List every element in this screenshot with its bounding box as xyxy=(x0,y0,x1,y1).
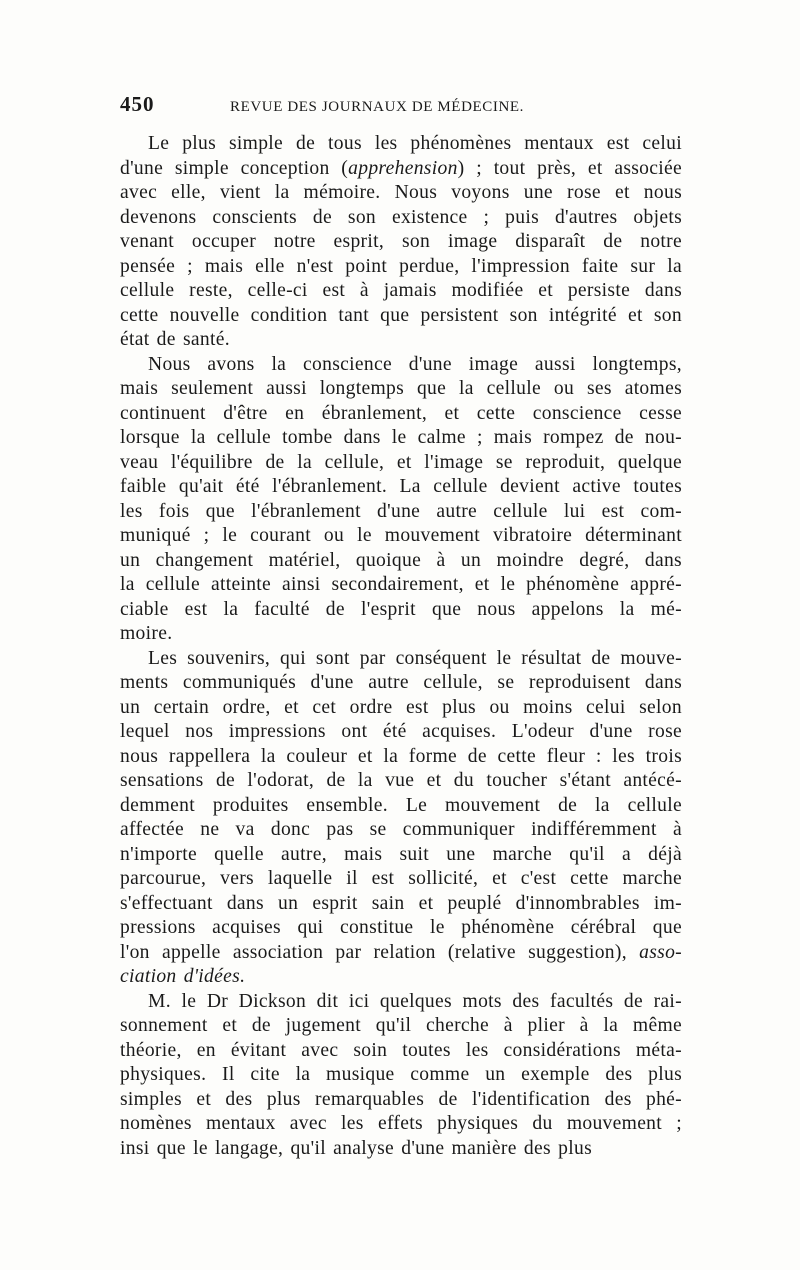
text-line: sensations de l'odorat, de la vue et du toucher s'étant antécé- xyxy=(120,770,682,791)
text-line: parcourue, vers laquelle il est sollicité, et c'est cette marche xyxy=(120,868,682,889)
text-line: nous rappellera la couleur et la forme de cette fleur : les trois xyxy=(120,745,682,767)
paragraph xyxy=(120,990,682,1162)
text-line: d'une simple conception (apprehension) ; tout près, et associée xyxy=(120,157,683,179)
text-line: muniqué ; le courant ou le mouvement vibratoire déterminant xyxy=(120,525,682,546)
page-header xyxy=(120,92,682,118)
paragraph xyxy=(120,353,682,647)
text-line: lequel nos impressions ont été acquises. L'odeur d'une rose xyxy=(120,721,682,742)
text-line: un changement matériel, quoique à un moindre degré, dans xyxy=(120,549,682,571)
text-line: mais seulement aussi longtemps que la cellule ou ses atomes xyxy=(120,378,682,399)
body-text xyxy=(120,132,682,1161)
text-line: ments communiqués d'une autre cellule, se reproduisent dans xyxy=(120,672,682,693)
text-line: n'importe quelle autre, mais suit une marche qu'il a déjà xyxy=(120,843,682,865)
text-line: Nous avons la conscience d'une image aussi longtemps, xyxy=(148,353,682,375)
text-line: continuent d'être en ébranlement, et cette conscience cesse xyxy=(120,402,682,424)
text-line: Le plus simple de tous les phénomènes mentaux est celui xyxy=(148,133,682,154)
text-line: sonnement et de jugement qu'il cherche à plier à la même xyxy=(120,1015,682,1036)
text-line: l'on appelle association par relation (relative suggestion), asso- xyxy=(120,941,682,963)
paragraph xyxy=(120,132,682,353)
text-line: ciation d'idées. xyxy=(120,966,246,987)
text-line: s'effectuant dans un esprit sain et peuplé d'innombrables im- xyxy=(120,892,682,914)
running-title: REVUE DES JOURNAUX DE MÉDECINE. xyxy=(230,99,525,115)
text-line: veau l'équilibre de la cellule, et l'image se reproduit, quelque xyxy=(120,451,682,473)
text-line: faible qu'ait été l'ébranlement. La cellule devient active toutes xyxy=(120,476,682,497)
page-number: 450 xyxy=(120,92,155,116)
text-line: état de santé. xyxy=(120,329,230,350)
text-line: la cellule atteinte ainsi secondairement, et le phénomène appré- xyxy=(120,574,682,595)
text-line: moire. xyxy=(120,623,173,644)
text-line: avec elle, vient la mémoire. Nous voyons une rose et nous xyxy=(120,182,682,203)
text-line: affectée ne va donc pas se communiquer indifféremment à xyxy=(120,819,682,840)
text-line: un certain ordre, et cet ordre est plus ou moins celui selon xyxy=(120,696,682,718)
text-line: insi que le langage, qu'il analyse d'une manière des plus xyxy=(120,1137,593,1159)
text-line: devenons conscients de son existence ; puis d'autres objets xyxy=(120,206,682,228)
text-line: pressions acquises qui constitue le phénomène cérébral que xyxy=(120,917,682,938)
text-line: simples et des plus remarquables de l'identification des phé- xyxy=(120,1088,682,1110)
text-line: demment produites ensemble. Le mouvement de la cellule xyxy=(120,794,682,816)
text-line: cellule reste, celle-ci est à jamais modifiée et persiste dans xyxy=(120,280,682,301)
paragraph xyxy=(120,647,682,990)
text-line: lorsque la cellule tombe dans le calme ; mais rompez de nou- xyxy=(120,427,682,448)
text-line: physiques. Il cite la musique comme un exemple des plus xyxy=(120,1064,682,1085)
text-line: théorie, en évitant avec soin toutes les considérations méta- xyxy=(120,1039,682,1061)
text-line: cette nouvelle condition tant que persistent son intégrité et son xyxy=(120,304,682,326)
text-line: les fois que l'ébranlement d'une autre cellule lui est com- xyxy=(120,500,682,522)
text-line: ciable est la faculté de l'esprit que nous appelons la mé- xyxy=(120,598,682,620)
text-line: Les souvenirs, qui sont par conséquent le résultat de mouve- xyxy=(148,647,682,669)
text-line: nomènes mentaux avec les effets physiques du mouvement ; xyxy=(120,1113,682,1134)
document-page xyxy=(120,92,682,1161)
text-line: venant occuper notre esprit, son image disparaît de notre xyxy=(120,231,682,252)
text-line: M. le Dr Dickson dit ici quelques mots des facultés de rai- xyxy=(148,990,682,1012)
text-line: pensée ; mais elle n'est point perdue, l'impression faite sur la xyxy=(120,255,682,277)
